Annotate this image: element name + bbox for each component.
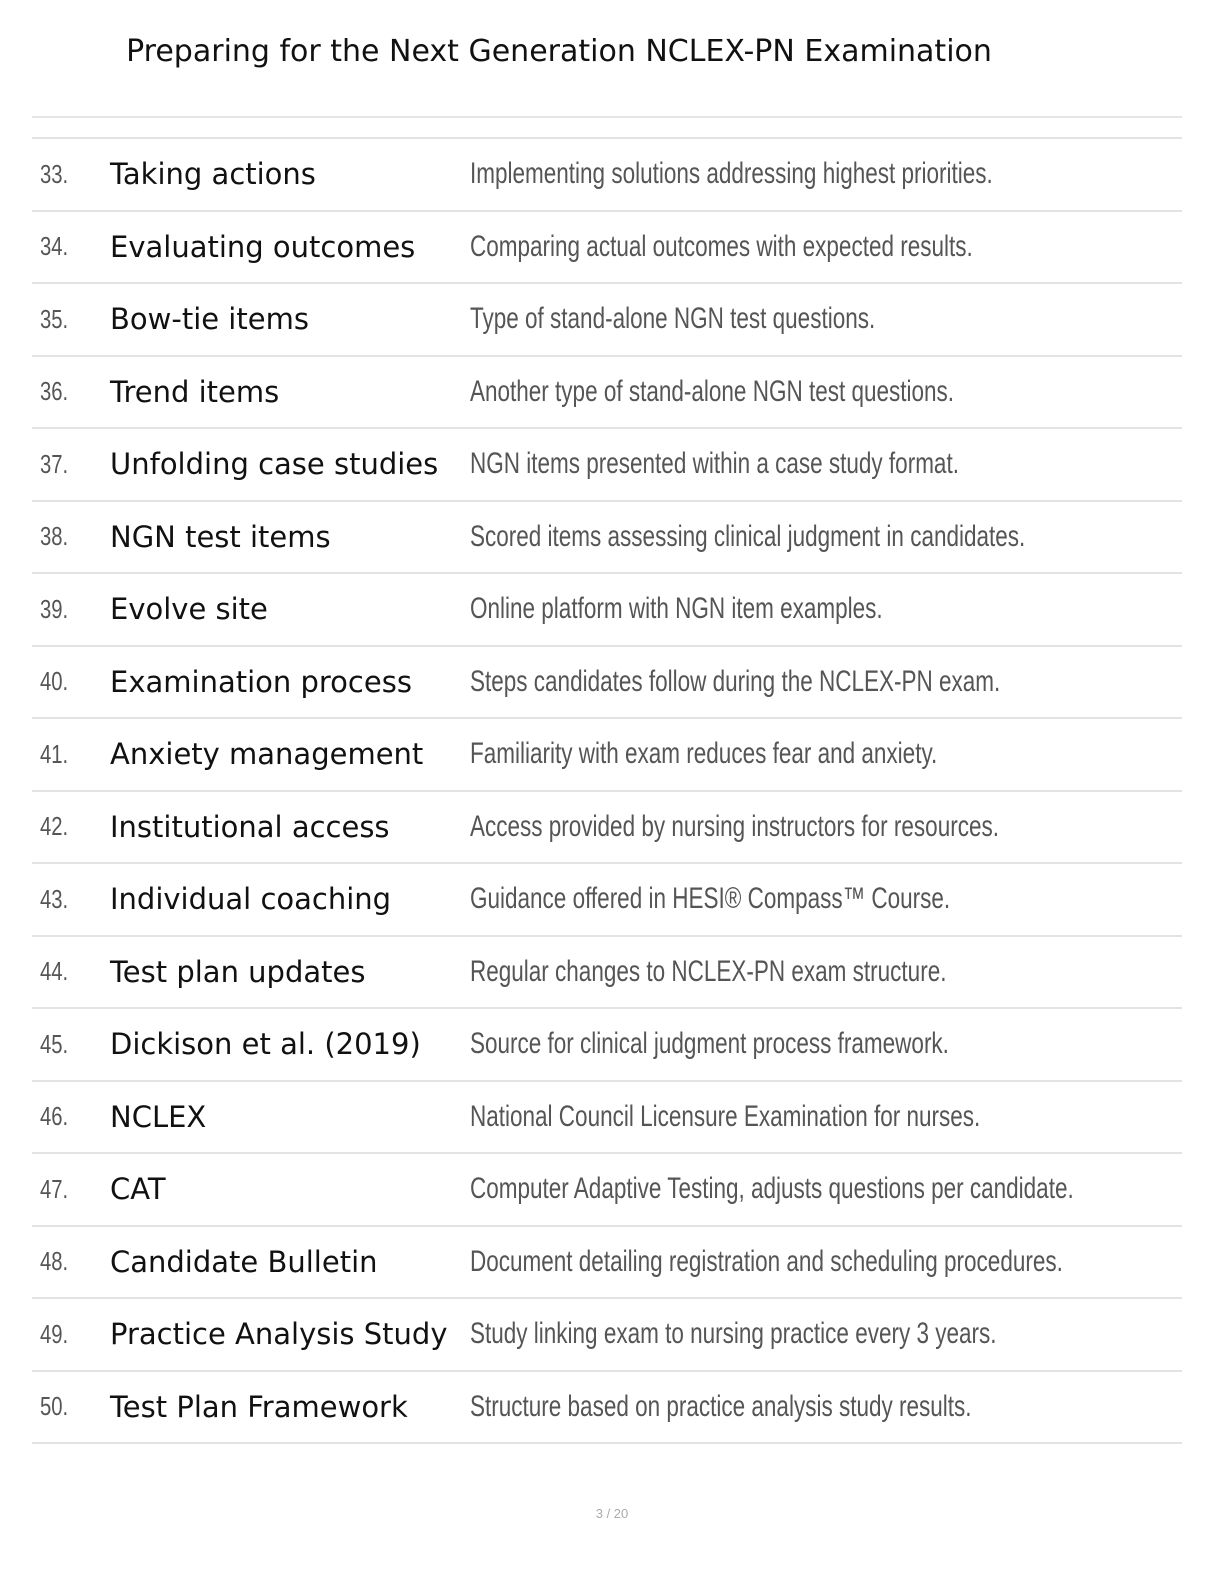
row-definition: Access provided by nursing instructors for resources. (470, 809, 999, 843)
table-row (32, 572, 1182, 645)
table-row (32, 427, 1182, 500)
row-number: 50. (40, 1391, 69, 1422)
row-term: NCLEX (110, 1099, 207, 1134)
table-row (32, 1080, 1182, 1153)
row-number: 46. (40, 1101, 69, 1132)
row-term: Dickison et al. (2019) (110, 1027, 421, 1062)
row-term: Taking actions (110, 157, 316, 192)
row-number: 43. (40, 883, 69, 914)
row-term: CAT (110, 1172, 166, 1207)
row-definition: Regular changes to NCLEX-PN exam structure. (470, 954, 947, 988)
row-term: Unfolding case studies (110, 447, 439, 482)
row-definition: Source for clinical judgment process framework. (470, 1027, 949, 1061)
row-definition: Steps candidates follow during the NCLEX-PN exam. (470, 664, 1001, 698)
row-term: Test plan updates (110, 954, 366, 989)
row-definition: Document detailing registration and scheduling procedures. (470, 1244, 1063, 1278)
row-number: 49. (40, 1318, 69, 1349)
row-definition: Structure based on practice analysis study results. (470, 1389, 972, 1423)
table-row (32, 210, 1182, 283)
row-term: Candidate Bulletin (110, 1244, 378, 1279)
page-title: Preparing for the Next Generation NCLEX-PN Examination (126, 34, 992, 69)
table-row (32, 645, 1182, 718)
row-term: Bow-tie items (110, 302, 309, 337)
row-term: Trend items (110, 374, 280, 409)
row-term: Test Plan Framework (110, 1389, 408, 1424)
row-number: 45. (40, 1028, 69, 1059)
row-number: 41. (40, 738, 69, 769)
row-number: 35. (40, 303, 69, 334)
row-definition: Guidance offered in HESI® Compass™ Course. (470, 882, 951, 916)
row-term: Individual coaching (110, 882, 392, 917)
table-row (32, 717, 1182, 790)
row-definition: Scored items assessing clinical judgment in candidates. (470, 519, 1026, 553)
row-definition: Type of stand-alone NGN test questions. (470, 302, 876, 336)
row-number: 33. (40, 158, 69, 189)
table-row (32, 500, 1182, 573)
table-row (32, 862, 1182, 935)
row-number: 37. (40, 448, 69, 479)
row-definition: NGN items presented within a case study format. (470, 447, 959, 481)
row-number: 39. (40, 593, 69, 624)
row-term: Practice Analysis Study (110, 1317, 448, 1352)
table-row (32, 355, 1182, 428)
row-number: 42. (40, 811, 69, 842)
row-definition: Study linking exam to nursing practice every 3 years. (470, 1317, 997, 1351)
row-definition: Familiarity with exam reduces fear and anxiety. (470, 737, 938, 771)
row-term: Institutional access (110, 809, 390, 844)
row-definition: Online platform with NGN item examples. (470, 592, 883, 626)
row-definition: National Council Licensure Examination for nurses. (470, 1099, 981, 1133)
table-row (32, 1370, 1182, 1445)
table-row (32, 1225, 1182, 1298)
table-row (32, 1297, 1182, 1370)
glossary-table (32, 137, 1182, 1444)
row-definition: Comparing actual outcomes with expected results. (470, 229, 973, 263)
row-term: NGN test items (110, 519, 331, 554)
table-row (32, 282, 1182, 355)
row-term: Anxiety management (110, 737, 424, 772)
table-row (32, 1007, 1182, 1080)
row-term: Evaluating outcomes (110, 229, 416, 264)
row-definition: Implementing solutions addressing highest priorities. (470, 157, 993, 191)
row-definition: Another type of stand-alone NGN test questions. (470, 374, 955, 408)
row-number: 38. (40, 521, 69, 552)
row-number: 40. (40, 666, 69, 697)
row-term: Evolve site (110, 592, 268, 627)
row-number: 48. (40, 1246, 69, 1277)
header-divider (32, 116, 1182, 118)
row-term: Examination process (110, 664, 412, 699)
row-number: 36. (40, 376, 69, 407)
row-number: 44. (40, 956, 69, 987)
table-row (32, 137, 1182, 210)
table-row (32, 1152, 1182, 1225)
page-number: 3 / 20 (595, 1506, 629, 1521)
row-number: 47. (40, 1173, 69, 1204)
row-number: 34. (40, 231, 69, 262)
table-row (32, 935, 1182, 1008)
row-definition: Computer Adaptive Testing, adjusts questions per candidate. (470, 1172, 1074, 1206)
table-row (32, 790, 1182, 863)
